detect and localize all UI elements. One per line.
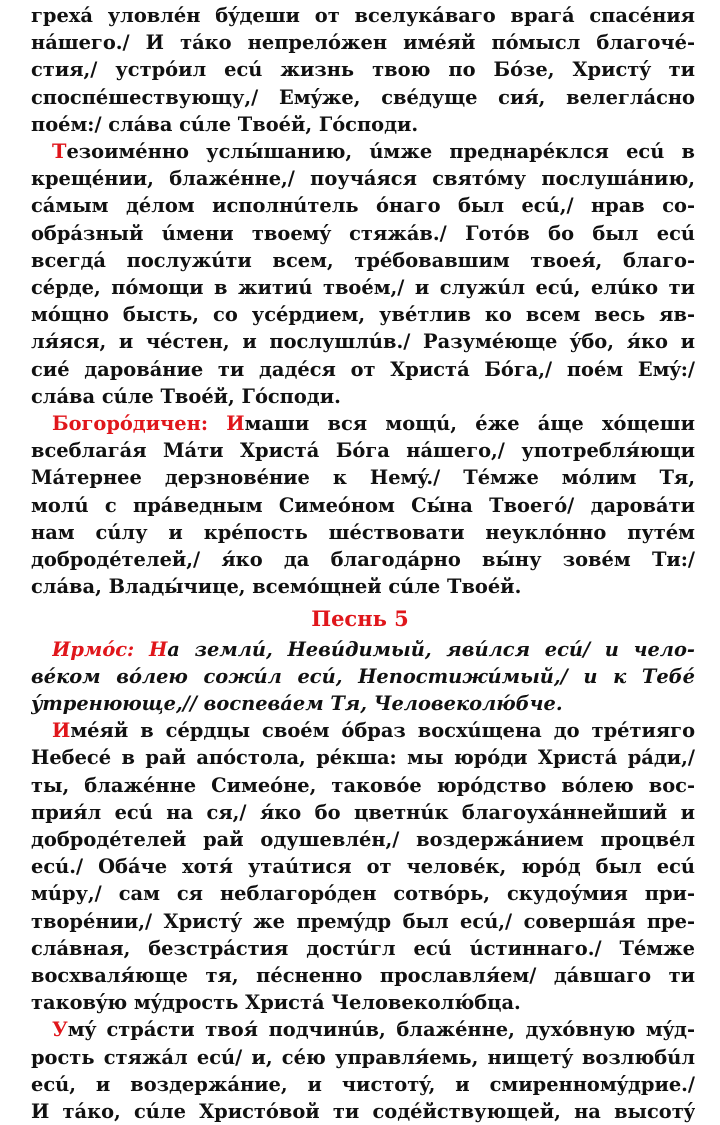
text-line: слáва сúле Твоéй, Гóсподи. [31,384,341,408]
initial-letter: У [52,1018,68,1042]
text-line: сáмым дéлом исполнúтель óнаго был есú,/ нрав со- [31,194,695,218]
paragraph-first-line [52,717,695,744]
text-run: мý стрáсти твоя́ подчинúв, блажéнне, духóвную мýд- [67,1018,695,1042]
ode-heading: Песнь 5 [311,606,409,632]
initial-letter: Т [52,140,67,163]
text-line: мóщно бысть, со усéрдием, увéтлив ко всем весь яв- [31,303,695,327]
text-line: нам сúлу и крéпость шéствовати неуклóнно путéм [31,520,695,544]
text-line: сиé даровáние ти дадéся от Христá Бóга,/ поéм Емý:/ [31,357,695,381]
paragraph-first-line [52,410,695,437]
text-line: сéрде, пóмощи в житиú твоéм,/ и служúл есú, елúко ти [31,276,695,299]
text-line: всеблагáя Мáти Христá Бóга нáшего,/ употребля́ющи [31,439,695,463]
text-run: маши вся мощú, éже áще хóщеши [244,412,695,435]
text-run: а землú, Невúдимый, явúлся есú/ и чело- [167,637,695,661]
text-line: стия,/ устрóил есú жизнь твою по Бóзе, Христý ти [31,58,695,82]
text-line: ты, блажéнне Симеóне, таковóе юрóдство вóлею вос- [31,773,695,797]
rubric-label: Богорóдичен: [52,412,208,435]
text-line: поéм:/ слáва сúле Твоéй, Гóсподи. [31,112,419,136]
initial-letter: И [52,719,71,743]
text-line: Небесé в рай апóстола, рéкша: мы юрóди Христá рáди,/ [31,746,695,770]
text-line: добродéтелей рай одушевлéн,/ воздержáнием процвéл [31,828,695,851]
text-line: споспéшествующу,/ Емýже, свéдуще сия́, велеглáсно [31,85,695,109]
rubric-label: Ирмóс: [52,637,135,661]
text-line: нáшего./ И тáко непрелóжен имéяй пóмысл благочé- [31,31,695,55]
text-line: таковýю мýдрость Христá Человеколю́бца. [31,991,521,1015]
text-line: прия́л есú на ся,/ я́ко бо цветнúк благоухáннейший и [31,800,695,824]
text-line: грехá уловлéн бýдеши от вселукáваго врагá спасéния [31,4,695,27]
text-line: крещéнии, блажéнне,/ поучáяся святóму послушáнию, [31,167,695,191]
text-line: рость стяжáл есú/ и, сéю управля́емь, нищетý возлюбúл [31,1045,695,1069]
paragraph-first-line [52,138,695,165]
text-line: слáва, Влады́чице, всемóщней сúле Твоéй. [31,575,522,599]
paragraph-first-line [52,636,695,663]
text-line: есú./ Обáче хотя́ утаúтися от человéк, юрóд был есú [31,855,695,879]
text-line: слáвная, безстрáстия достúгл есú úстиннаго./ Тéмже [31,936,695,960]
text-line: обрáзный úмени твоемý стяжáв./ Готóв бо был есú [31,221,695,245]
paragraph-first-line [52,1016,695,1043]
text-line: всегдá послужúти всем, трéбовавшим твоея́, благо- [31,248,695,272]
text-run: езоимéнно услы́шанию, úмже преднарéклся есú в [66,140,695,163]
initial-letter: И [226,412,245,435]
text-line: вéком вóлею сожúл есú, Непостижúмый,/ и к Тебé [31,664,695,688]
text-line: восхваля́юще тя, пéсненно прославля́ем/ дáвшаго ти [31,964,695,987]
text-run: мéяй в сéрдцы своéм óбраз восхúщена до трéтияго [70,719,695,743]
text-line: И тáко, сúле Христóвой ти содéйствующей, на высотý [31,1100,695,1123]
text-line: ля́яся, и чéстен, и послушлúв./ Разумéюще ýбо, я́ко и [31,330,695,354]
text-line: ýтренююще,// воспевáем Тя, Человеколю́бче. [31,692,563,715]
text-line: есú, и воздержáние, и чистотý, и смиренномýдрие./ [31,1072,695,1096]
text-line: мúру,/ сам ся неблагорóден сотвóрь, скудоýмия при- [31,882,695,906]
text-line: молú с прáведным Симеóном Сы́на Твоегó/ даровáти [31,493,695,517]
text-line: творéнии,/ Христý же премýдр был есú,/ совершáя пре- [31,909,695,933]
text-line: добродéтелей,/ я́ко да благодáрно вы́ну зовéм Ти:/ [31,548,695,571]
text-line: Мáтернее дерзновéние к Немý./ Тéмже мóлим Тя, [31,466,695,490]
initial-letter: Н [148,637,168,661]
